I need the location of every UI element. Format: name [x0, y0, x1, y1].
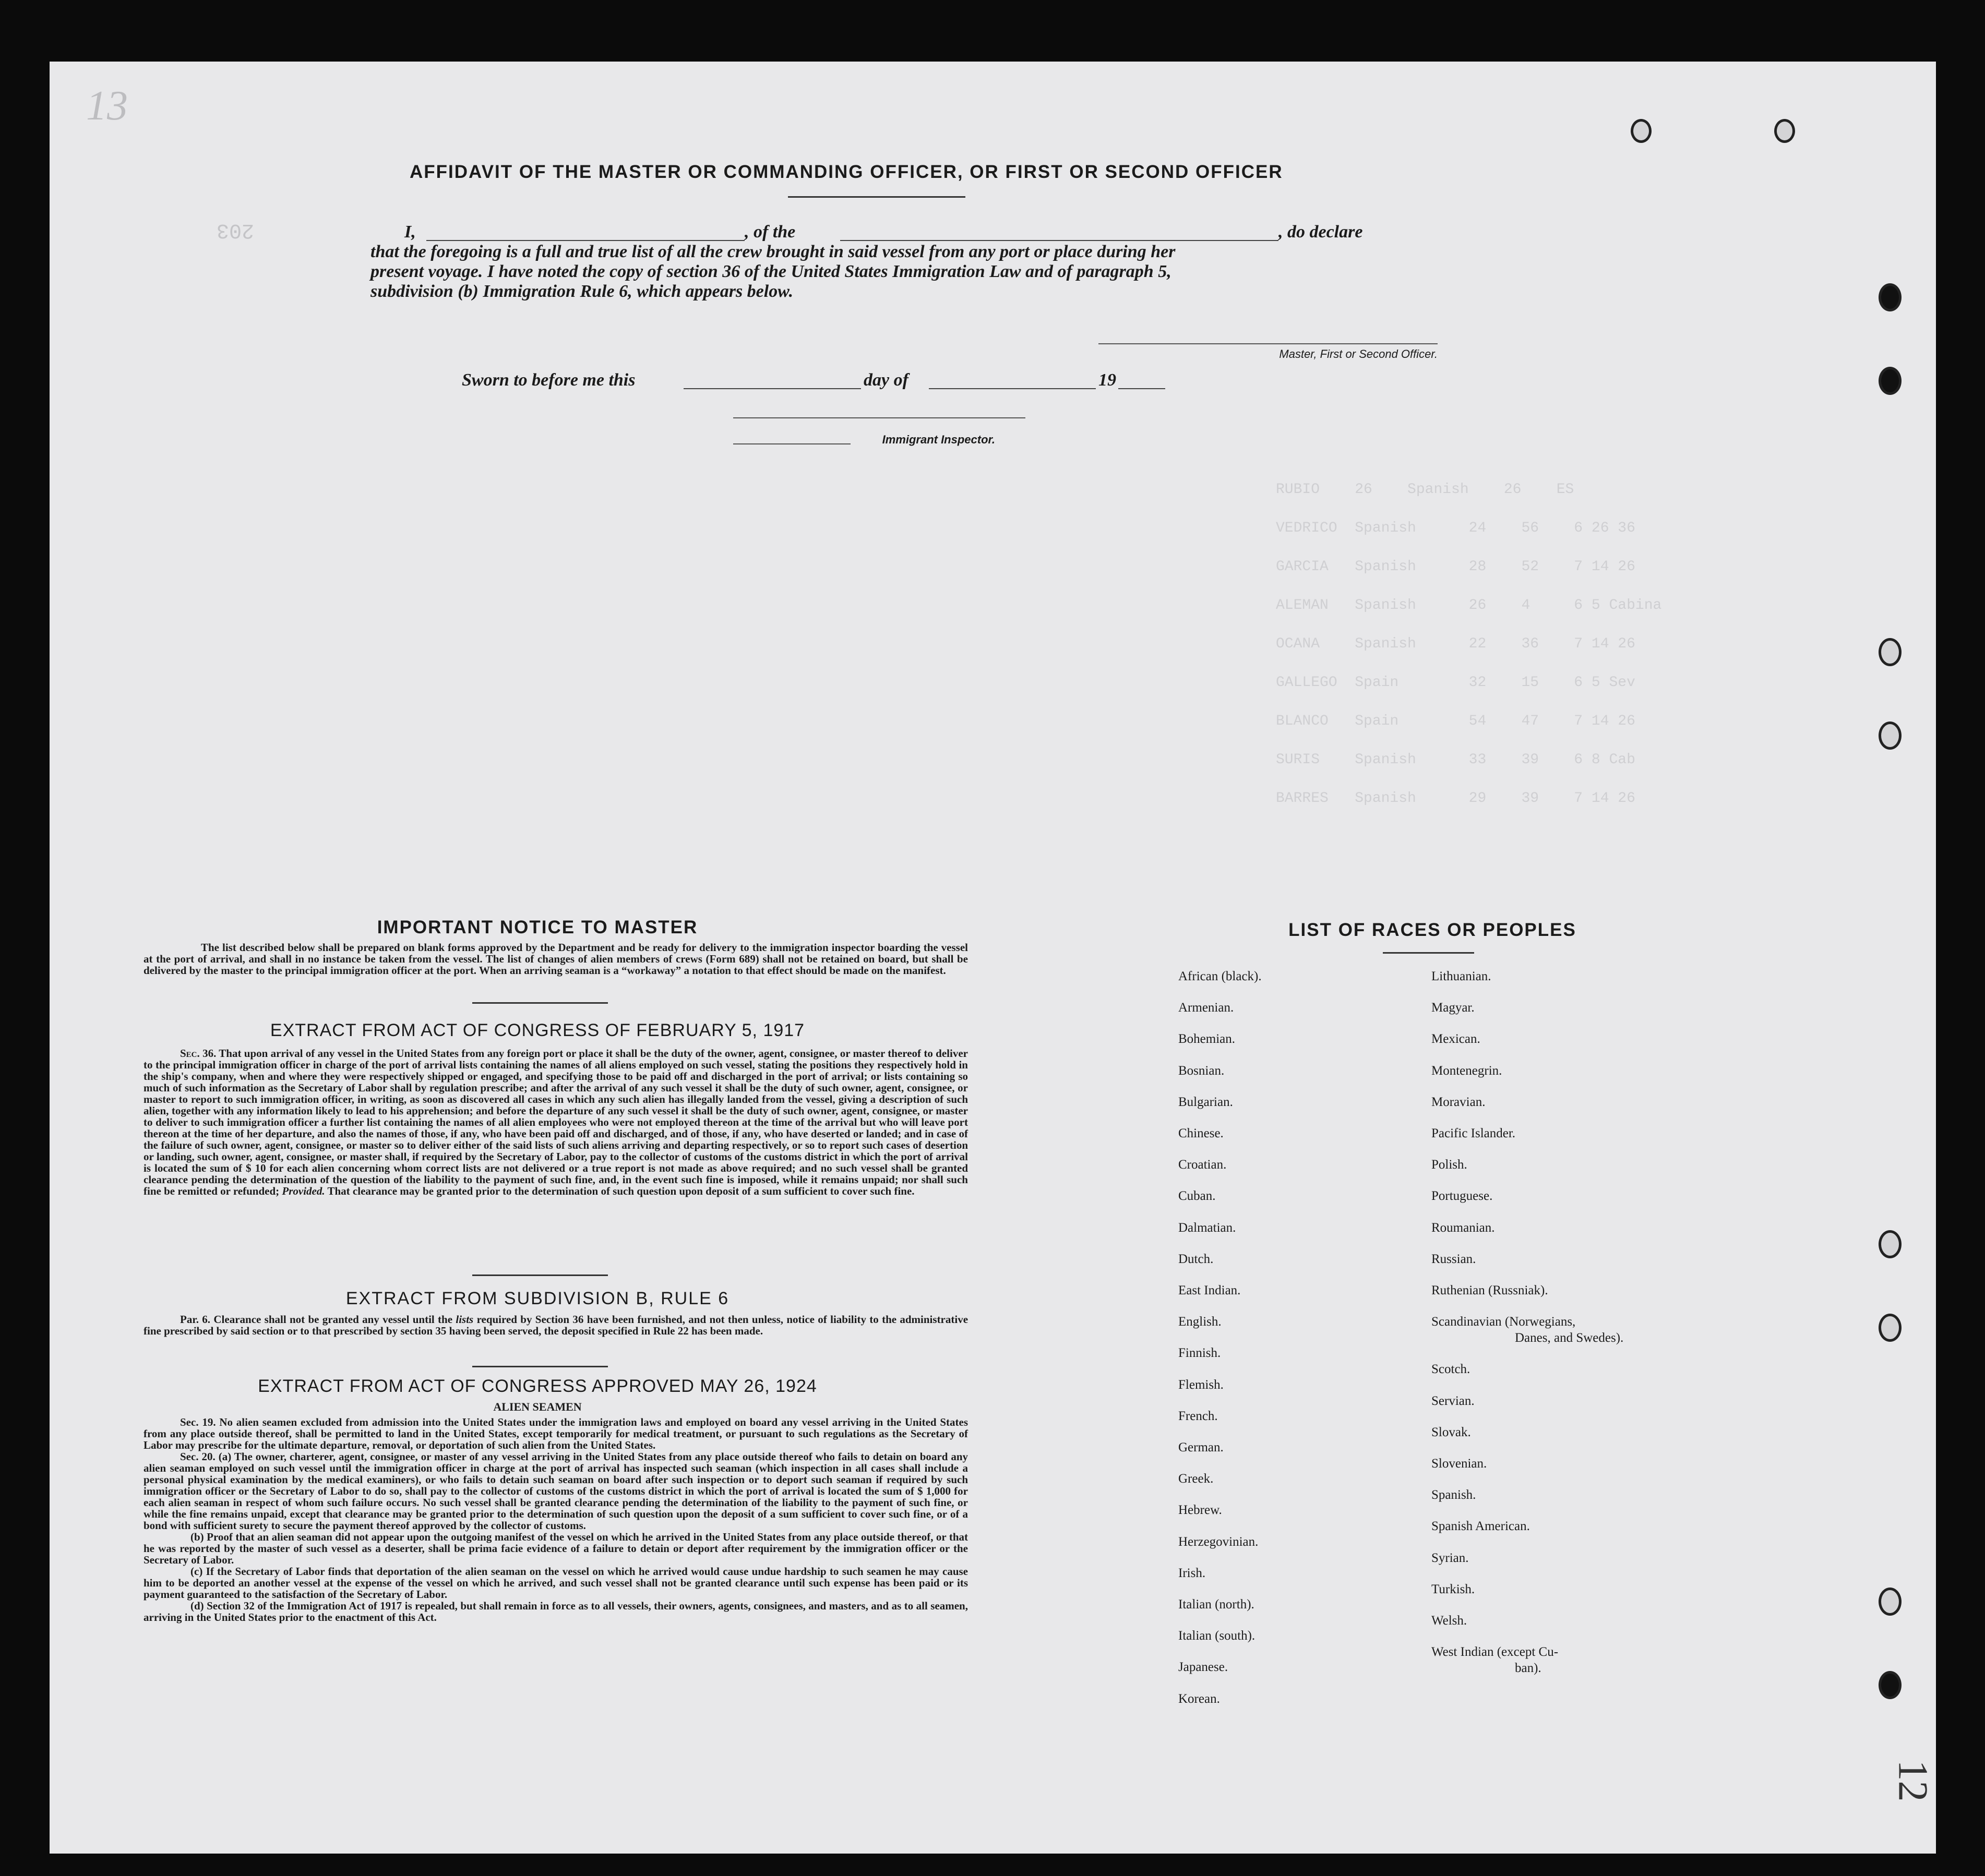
declaration-of-the: , of the	[745, 222, 796, 242]
race-item: Bohemian.	[1178, 1032, 1236, 1047]
punch-hole	[1879, 1314, 1902, 1342]
punch-hole	[1879, 283, 1902, 311]
race-item: Mexican.	[1431, 1032, 1480, 1047]
sworn-line	[462, 370, 1218, 394]
race-item: Finnish.	[1178, 1346, 1221, 1361]
sworn-prefix: Sworn to before me this	[462, 370, 636, 390]
punch-hole	[1879, 638, 1902, 666]
sec-36-text: That upon arrival of any vessel in the United States from any foreign port or place it shall be the duty of the owner, agent, consignee, or master thereof to deliver to the principal immigration officer in charge of the port of arrival lists containing the names of all aliens employed on such vessel, stating the positions they respectively hold in the ship's company, when and where they were respectively shipped or engaged, and specifying those to be paid off and discharged in the port of arrival; or lists containing so much of such information as the Secretary of Labor shall by regulation prescribe; and after the arrival of any such vessel it shall be the duty of such owner, agent, consignee, or master to report to such immigration officer, in writing, as soon as discovered all cases in which any such alien has illegally landed from the vessel, giving a description of such alien, together with any information likely to lead to his apprehension; and before the departure of any such vessel it shall be the duty of such owner, agent, consignee, or master to deliver to such immigration officer a further list containing the names of all alien employees who were not employed thereon at the time of the arrival but who will leave port thereon at the time of her departure, and also the names of those, if any, who have been paid off and discharged, and of those, if any, who have deserted or landed; and in case of the failure of such owner, agent, consignee, or master so to deliver either of the said lists of such aliens arriving and departing respectively, or so to report such cases of desertion or landing, such owner, agent, consignee, or master shall, if required by the Secretary of Labor, pay to the collector of customs of the customs district in which the port of arrival is located the sum of $ 10 for each alien concerning whom correct lists are not delivered or a true report is not made as above required; and no such vessel shall be granted clearance pending the determination of the question of the liability to the payment of such fine, and, in the event such fine is imposed, while it remains unpaid; nor shall such fine be remitted or refunded;	[144, 1047, 968, 1197]
bleed-through-text: RUBIO 26 Spanish 26 ES VEDRICO Spanish 24 56 6 26 36 GARCIA Spanish 28 52 7 14 26 ALEMAN Spanish 26 4 6 5 Cabina OCANA Spanish 22 36 7 14 26 GALLEGO Spain 32 15 6 5 Sev BLANCO Spain 54 47 7 14 26 SURIS Spanish 33 39 6 8 Cab BARRES Spanish 29 39 7 14 26	[1276, 482, 1662, 807]
race-item: Ruthenian (Russniak).	[1431, 1283, 1548, 1297]
race-item: English.	[1178, 1315, 1222, 1329]
race-item: Lithuanian.	[1431, 969, 1491, 983]
sworn-day-blank	[684, 388, 861, 389]
declaration-do-declare: , do declare	[1278, 222, 1363, 242]
punch-hole	[1879, 367, 1902, 395]
race-item: Slovenian.	[1431, 1457, 1487, 1471]
race-item: Scandinavian (Norwegians,	[1431, 1315, 1576, 1329]
inspector-label: Immigrant Inspector.	[882, 433, 995, 446]
race-item: Dalmatian.	[1178, 1220, 1236, 1235]
race-item: Greek.	[1178, 1472, 1214, 1486]
race-item: Polish.	[1431, 1158, 1467, 1172]
sworn-year: 19	[1098, 370, 1116, 390]
extract-rule6-divider	[472, 1366, 608, 1367]
sec-36-label: Sec. 36.	[180, 1047, 217, 1060]
race-item: Croatian.	[1178, 1158, 1227, 1172]
sec-19-text: No alien seamen excluded from admission into the United States under the immigration laws and employed on board any vessel arriving in the United States from any place outside thereof, shall be permitted to land in the United States, except temporarily for medical treatment, or pursuant to such regulations as the Secretary of Labor may prescribe for the ultimate departure, removal, or deportation of such alien from the United States.	[144, 1416, 968, 1451]
sec-36-text-end: That clearance may be granted prior to the determination of such question upon deposit of a sum sufficient to cover such fine.	[327, 1185, 915, 1197]
margin-number-top: 13	[86, 83, 128, 129]
race-item: Russian.	[1431, 1252, 1476, 1266]
race-item: Roumanian.	[1431, 1220, 1495, 1235]
lists-word: lists	[456, 1313, 474, 1326]
sec-19-label: Sec. 19.	[180, 1416, 216, 1428]
master-signature-label: Master, First or Second Officer.	[1279, 347, 1438, 360]
race-item: East Indian.	[1178, 1283, 1241, 1297]
punch-hole	[1879, 1588, 1902, 1616]
declaration-line-4: subdivision (b) Immigration Rule 6, which appears below.	[370, 282, 794, 301]
sworn-year-blank	[1118, 388, 1165, 389]
par-6-text-a: Clearance shall not be granted any vessel until the	[213, 1313, 453, 1326]
race-item: Dutch.	[1178, 1252, 1214, 1266]
extract-1917-body	[144, 1048, 968, 1197]
race-item: Irish.	[1178, 1566, 1206, 1580]
par-6-label: Par. 6.	[180, 1313, 211, 1326]
sec-19-paragraph	[144, 1416, 968, 1451]
inspector-label-line	[733, 443, 851, 444]
race-item: Spanish.	[1431, 1488, 1476, 1502]
extract-1924-subheading: ALIEN SEAMEN	[493, 1400, 582, 1413]
race-item: West Indian (except Cu-	[1431, 1645, 1559, 1659]
margin-number-bottom: 12	[1890, 1760, 1936, 1802]
race-item: French.	[1178, 1409, 1218, 1423]
extract-1917-heading: EXTRACT FROM ACT OF CONGRESS OF FEBRUARY 5, 1917	[270, 1020, 805, 1040]
name-blank	[426, 240, 745, 241]
declaration-i: I,	[404, 222, 416, 242]
vessel-blank	[840, 240, 1278, 241]
extract-1924-body	[144, 1416, 968, 1623]
race-item: Slovak.	[1431, 1425, 1471, 1439]
race-item: ban).	[1515, 1661, 1541, 1676]
notice-divider	[472, 1002, 608, 1004]
race-item: Italian (north).	[1178, 1597, 1254, 1612]
race-item: Turkish.	[1431, 1582, 1475, 1596]
extract-rule6-heading: EXTRACT FROM SUBDIVISION B, RULE 6	[345, 1289, 730, 1308]
race-item: Servian.	[1431, 1393, 1475, 1408]
race-item: Moravian.	[1431, 1095, 1486, 1109]
race-item: German.	[1178, 1440, 1224, 1454]
affidavit-title: AFFIDAVIT OF THE MASTER OR COMMANDING OFFICER, OR FIRST OR SECOND OFFICER	[410, 162, 1283, 182]
race-item: Pacific Islander.	[1431, 1126, 1516, 1140]
notice-heading: IMPORTANT NOTICE TO MASTER	[377, 917, 698, 937]
sec-20c-paragraph: (c) If the Secretary of Labor finds that deportation of the alien seaman on the vessel on which he arrived would cause undue hardship to such seamen he may cause him to be deported an another vessel at the expense of the vessel on which he arrived, and such vessel shall not be granted clearance until such expense has been paid or its payment guaranteed to the satisfaction of the Secretary of Labor.	[144, 1565, 968, 1601]
race-item: Flemish.	[1178, 1377, 1224, 1392]
master-signature-line	[1098, 343, 1438, 344]
race-item: Bulgarian.	[1178, 1095, 1233, 1109]
race-item: Armenian.	[1178, 1001, 1234, 1015]
race-item: Spanish American.	[1431, 1519, 1530, 1534]
race-item: African (black).	[1178, 969, 1262, 983]
race-item: Scotch.	[1431, 1362, 1470, 1377]
race-item: Magyar.	[1431, 1001, 1475, 1015]
race-item: Montenegrin.	[1431, 1063, 1502, 1078]
extract-1924-heading: EXTRACT FROM ACT OF CONGRESS APPROVED MAY 26, 1924	[258, 1376, 817, 1396]
races-heading: LIST OF RACES OR PEOPLES	[1288, 920, 1576, 940]
races-divider	[1383, 952, 1474, 954]
sworn-day-of: day of	[864, 370, 908, 390]
punch-hole	[1631, 119, 1652, 143]
race-item: Korean.	[1178, 1691, 1220, 1706]
par-6-text-b: required by Section 36 have been furnished, and not then unless, notice of liability to the administrative fine prescribed by said section or to that prescribed by section 35 having been served, the deposit specified in Rule 22 has been made.	[144, 1313, 968, 1337]
sec-20d-paragraph: (d) Section 32 of the Immigration Act of 1917 is repealed, but shall remain in force as to all vessels, their owners, agents, consignees, and masters, and as to all seamen, arriving in the United States prior to the enactment of this Act.	[144, 1600, 968, 1624]
sec-20-label: Sec. 20.	[180, 1450, 216, 1463]
declaration-line-2: that the foregoing is a full and true list of all the crew brought in said vessel from any port or place during her	[370, 242, 1176, 261]
race-item: Bosnian.	[1178, 1063, 1225, 1078]
sec-20a-paragraph	[144, 1451, 968, 1531]
race-item: Chinese.	[1178, 1126, 1224, 1140]
sec-20b-paragraph: (b) Proof that an alien seaman did not appear upon the outgoing manifest of the vessel on which he arrived in the United States from any place outside thereof, or that he was reported by the master of such vessel as a deserter, shall be prima facie evidence of a failure to detain or deport after requirement by the immigration officer or the Secretary of Labor.	[144, 1531, 968, 1566]
sworn-month-blank	[929, 388, 1096, 389]
title-divider	[788, 196, 965, 198]
race-item: Japanese.	[1178, 1660, 1228, 1675]
ghost-number: 203	[217, 218, 255, 242]
punch-hole	[1879, 721, 1902, 750]
sec-20a-text: (a) The owner, charterer, agent, consignee, or master of any vessel arriving in the United States from any place outside thereof who fails to detain on board any alien seaman employed on such vessel until the immigration officer in charge at the port of arrival has inspected such seaman (which inspection in all cases shall include a personal physical examination by the medical examiners), or who fails to detain such seaman on board after such inspection or to deport such seaman if required by such immigration officer or the Secretary of Labor to do so, shall pay to the collector of customs of the customs district in which the port of arrival is located the sum of $ 1,000 for each alien seaman in respect of whom such failure occurs. No such vessel shall be granted clearance pending the determination of the liability to the payment of such fine, or while the fine remains unpaid, except that clearance may be granted prior to the determination of such question upon the deposit of a sum sufficient to cover such fine, or of a bond with sufficient surety to secure the payment thereof approved by the collector of customs.	[144, 1450, 968, 1532]
punch-hole	[1879, 1230, 1902, 1258]
inspector-signature-line	[733, 417, 1025, 418]
notice-body: The list described below shall be prepared on blank forms approved by the Department and be ready for delivery to the immigration inspector boarding the vessel at the port of arrival, and shall in no instance be taken from the vessel. The list of changes of alien members of crews (Form 689) shall not be retained on board, but shall be delivered by the master to the principal immigration officer at the port. When an arriving seaman is a “workaway” a notation to that effect should be made on the manifest.	[144, 941, 968, 977]
race-item: Portuguese.	[1431, 1189, 1493, 1204]
race-item: Italian (south).	[1178, 1629, 1255, 1643]
race-item: Danes, and Swedes).	[1515, 1331, 1624, 1345]
extract-1917-divider	[472, 1274, 608, 1276]
race-item: Hebrew.	[1178, 1503, 1222, 1518]
race-item: Cuban.	[1178, 1189, 1216, 1204]
declaration-line-3: present voyage. I have noted the copy of section 36 of the United States Immigration Law and of paragraph 5,	[370, 262, 1171, 281]
punch-hole	[1879, 1671, 1902, 1699]
document-page	[50, 62, 1936, 1854]
race-item: Syrian.	[1431, 1550, 1469, 1565]
punch-hole	[1774, 119, 1795, 143]
race-item: Herzegovinian.	[1178, 1534, 1259, 1549]
extract-rule6-body	[144, 1314, 968, 1337]
race-item: Welsh.	[1431, 1614, 1467, 1628]
provided-label: Provided.	[282, 1185, 325, 1197]
